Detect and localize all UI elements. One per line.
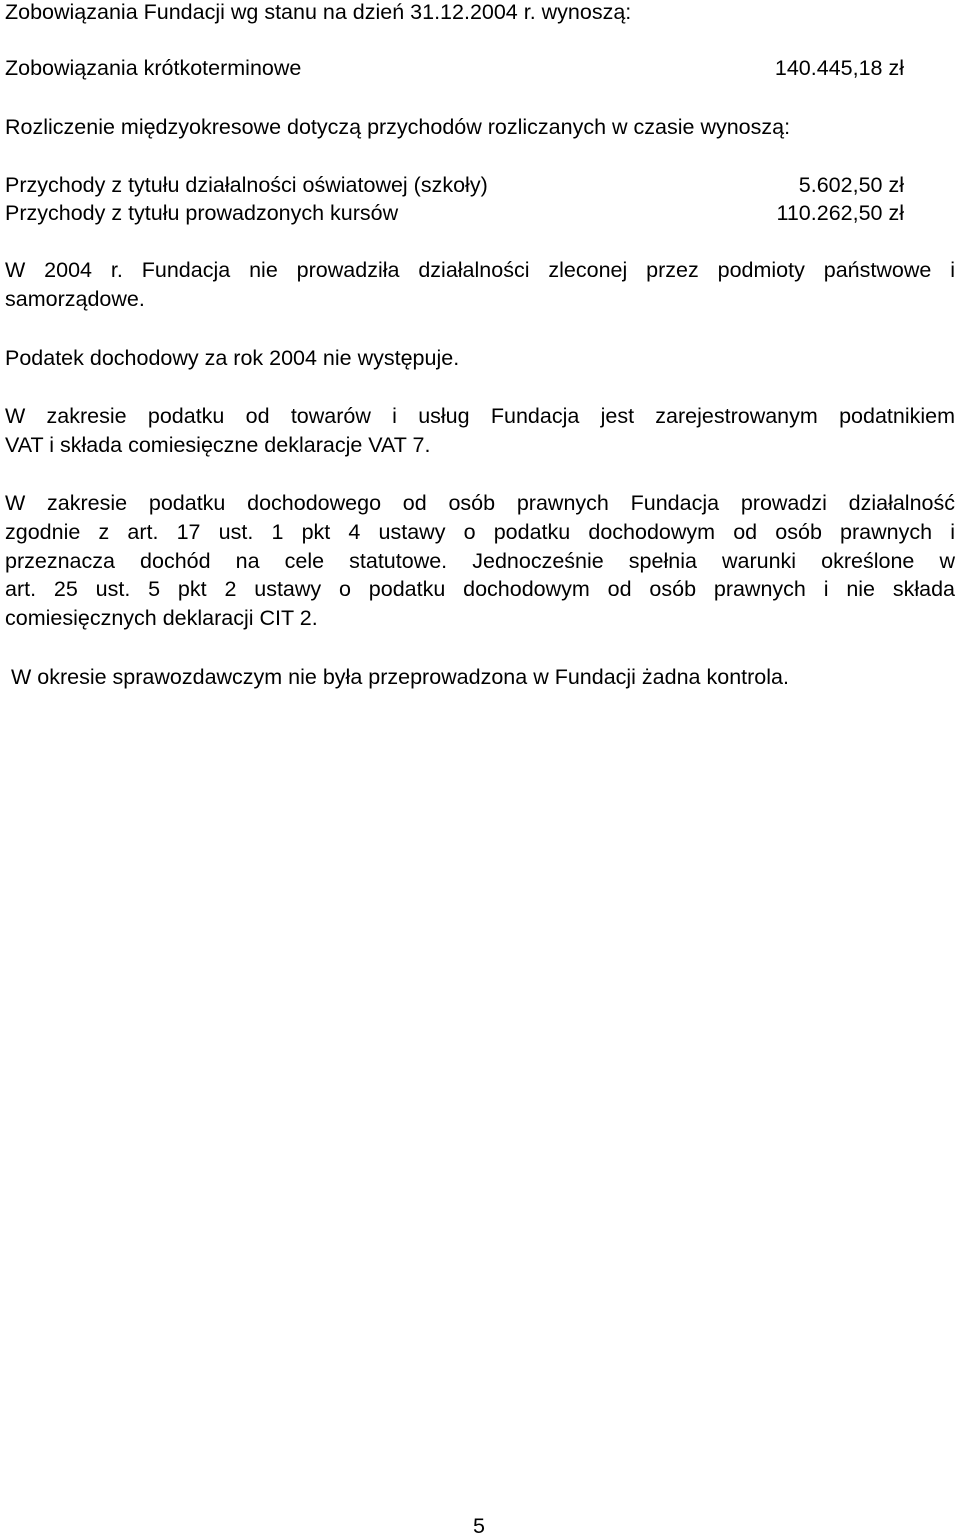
page-number: 5 xyxy=(473,1514,485,1538)
liabilities-heading: Zobowiązania Fundacji wg stanu na dzień 31.12.2004 r. wynoszą: xyxy=(5,0,632,24)
paragraph-line: W zakresie podatku od towarów i usług Fundacja jest zarejestrowanym podatnikiem xyxy=(5,404,955,428)
paragraph-line: VAT i składa comiesięczne deklaracje VAT 7. xyxy=(5,432,431,457)
paragraph-line: art. 25 ust. 5 pkt 2 ustawy o podatku dochodowym od osób prawnych i nie składa xyxy=(5,577,955,602)
income-tax-paragraph: Podatek dochodowy za rok 2004 nie występuje. xyxy=(5,346,460,370)
cit-paragraph xyxy=(5,489,955,633)
paragraph-line: comiesięcznych deklaracji CIT 2. xyxy=(5,606,318,631)
accruals-intro: Rozliczenie międzyokresowe dotyczą przychodów rozliczanych w czasie wynoszą: xyxy=(5,115,791,139)
paragraph-line: zgodnie z art. 17 ust. 1 pkt 4 ustawy o podatku dochodowym od osób prawnych i xyxy=(5,519,955,544)
commissioned-activity-paragraph xyxy=(5,256,955,314)
paragraph-line: W zakresie podatku dochodowego od osób prawnych Fundacja prowadzi działalność xyxy=(5,491,955,515)
audit-paragraph: W okresie sprawozdawczym nie była przeprowadzona w Fundacji żadna kontrola. xyxy=(11,665,789,689)
paragraph-line: samorządowe. xyxy=(5,286,145,311)
accrual-label: Przychody z tytułu działalności oświatowej (szkoły) xyxy=(5,173,488,197)
paragraph-line: W 2004 r. Fundacja nie prowadziła działalności zleconej przez podmioty państwowe i xyxy=(5,258,955,282)
vat-paragraph xyxy=(5,402,955,460)
accrual-label: Przychody z tytułu prowadzonych kursów xyxy=(5,201,399,225)
accrual-amount: 5.602,50 zł xyxy=(798,173,904,197)
paragraph-line: przeznacza dochód na cele statutowe. Jednocześnie spełnia warunki określone w xyxy=(5,548,955,573)
liabilities-amount: 140.445,18 zł xyxy=(774,56,904,80)
accrual-amount: 110.262,50 zł xyxy=(776,201,904,225)
liabilities-label: Zobowiązania krótkoterminowe xyxy=(5,56,302,80)
